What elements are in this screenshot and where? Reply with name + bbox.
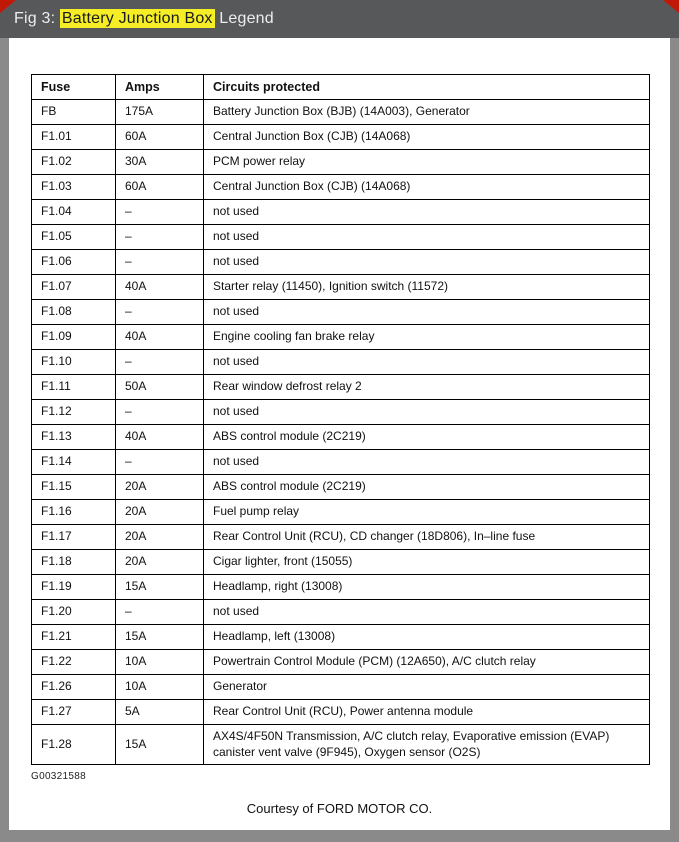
fuse-cell: F1.07 [32,275,116,300]
amps-cell: 5A [116,700,204,725]
table-row [32,250,650,275]
table-row [32,325,650,350]
table-row [32,300,650,325]
fuse-table-body [32,100,650,765]
fuse-cell: F1.28 [32,725,116,765]
amps-cell: 20A [116,475,204,500]
table-row [32,175,650,200]
amps-cell: 10A [116,675,204,700]
crop-mark-top-right-icon [663,0,679,13]
document-page [9,38,670,830]
column-header-fuse: Fuse [32,75,116,100]
table-row [32,150,650,175]
table-row [32,275,650,300]
circuit-cell: Rear Control Unit (RCU), Power antenna module [204,700,650,725]
amps-cell: – [116,225,204,250]
fuse-cell: F1.04 [32,200,116,225]
table-row [32,450,650,475]
circuit-cell: ABS control module (2C219) [204,425,650,450]
fuse-cell: F1.19 [32,575,116,600]
table-row [32,725,650,765]
circuit-cell: not used [204,400,650,425]
fuse-cell: F1.14 [32,450,116,475]
circuit-cell: Powertrain Control Module (PCM) (12A650), A/C clutch relay [204,650,650,675]
circuit-cell: not used [204,350,650,375]
fuse-cell: F1.18 [32,550,116,575]
amps-cell: – [116,600,204,625]
amps-cell: 20A [116,550,204,575]
circuit-cell: Fuel pump relay [204,500,650,525]
table-row [32,550,650,575]
table-row [32,400,650,425]
amps-cell: 40A [116,325,204,350]
figure-title-suffix: Legend [214,10,274,27]
table-row [32,350,650,375]
amps-cell: 60A [116,125,204,150]
circuit-cell: Headlamp, right (13008) [204,575,650,600]
circuit-cell: Battery Junction Box (BJB) (14A003), Generator [204,100,650,125]
fuse-cell: F1.03 [32,175,116,200]
fuse-cell: F1.22 [32,650,116,675]
amps-cell: 15A [116,575,204,600]
table-row [32,375,650,400]
amps-cell: – [116,450,204,475]
figure-title-prefix: Fig 3: [14,10,60,27]
table-row [32,525,650,550]
figure-title [14,10,274,28]
circuit-cell: not used [204,300,650,325]
amps-cell: 50A [116,375,204,400]
amps-cell: 15A [116,625,204,650]
fuse-cell: F1.06 [32,250,116,275]
table-row [32,575,650,600]
circuit-cell: not used [204,600,650,625]
fuse-cell: F1.10 [32,350,116,375]
circuit-cell: not used [204,450,650,475]
figure-title-bar [0,0,679,38]
table-row [32,225,650,250]
amps-cell: 20A [116,525,204,550]
fuse-cell: F1.16 [32,500,116,525]
courtesy-line: Courtesy of FORD MOTOR CO. [246,801,433,816]
amps-cell: – [116,250,204,275]
circuit-cell: Rear window defrost relay 2 [204,375,650,400]
fuse-cell: F1.17 [32,525,116,550]
circuit-cell: Headlamp, left (13008) [204,625,650,650]
circuit-cell: Generator [204,675,650,700]
table-row [32,425,650,450]
amps-cell: 60A [116,175,204,200]
circuit-cell: PCM power relay [204,150,650,175]
circuit-cell: AX4S/4F50N Transmission, A/C clutch relay, Evaporative emission (EVAP) canister vent valve (9F945), Oxygen sensor (O2S) [204,725,650,765]
amps-cell: 10A [116,650,204,675]
circuit-cell: Starter relay (11450), Ignition switch (11572) [204,275,650,300]
fuse-cell: F1.27 [32,700,116,725]
table-row [32,600,650,625]
amps-cell: 20A [116,500,204,525]
table-header-row [32,75,650,100]
table-row [32,100,650,125]
circuit-cell: Central Junction Box (CJB) (14A068) [204,175,650,200]
circuit-cell: not used [204,225,650,250]
table-row [32,200,650,225]
fuse-cell: F1.11 [32,375,116,400]
crop-mark-top-left-icon [0,0,16,13]
fuse-cell: F1.21 [32,625,116,650]
figure-title-highlight: Battery Junction Box [61,10,213,27]
column-header-amps: Amps [116,75,204,100]
amps-cell: – [116,400,204,425]
figure-id-label: G00321588 [31,771,86,783]
fuse-cell: F1.09 [32,325,116,350]
circuit-cell: Central Junction Box (CJB) (14A068) [204,125,650,150]
fuse-cell: F1.13 [32,425,116,450]
circuit-cell: Engine cooling fan brake relay [204,325,650,350]
amps-cell: – [116,300,204,325]
fuse-cell: F1.05 [32,225,116,250]
fuse-cell: F1.02 [32,150,116,175]
amps-cell: – [116,200,204,225]
fuse-cell: F1.26 [32,675,116,700]
amps-cell: 15A [116,725,204,765]
table-row [32,650,650,675]
table-row [32,500,650,525]
table-row [32,125,650,150]
amps-cell: – [116,350,204,375]
fuse-cell: F1.01 [32,125,116,150]
table-row [32,700,650,725]
amps-cell: 175A [116,100,204,125]
table-row [32,625,650,650]
fuse-cell: F1.12 [32,400,116,425]
fuse-cell: F1.08 [32,300,116,325]
circuit-cell: not used [204,250,650,275]
fuse-cell: F1.15 [32,475,116,500]
amps-cell: 40A [116,275,204,300]
table-row [32,675,650,700]
amps-cell: 40A [116,425,204,450]
fuse-legend-table [31,74,650,765]
circuit-cell: Rear Control Unit (RCU), CD changer (18D806), In–line fuse [204,525,650,550]
table-row [32,475,650,500]
circuit-cell: ABS control module (2C219) [204,475,650,500]
circuit-cell: not used [204,200,650,225]
fuse-cell: FB [32,100,116,125]
circuit-cell: Cigar lighter, front (15055) [204,550,650,575]
column-header-circuits: Circuits protected [204,75,650,100]
fuse-cell: F1.20 [32,600,116,625]
amps-cell: 30A [116,150,204,175]
